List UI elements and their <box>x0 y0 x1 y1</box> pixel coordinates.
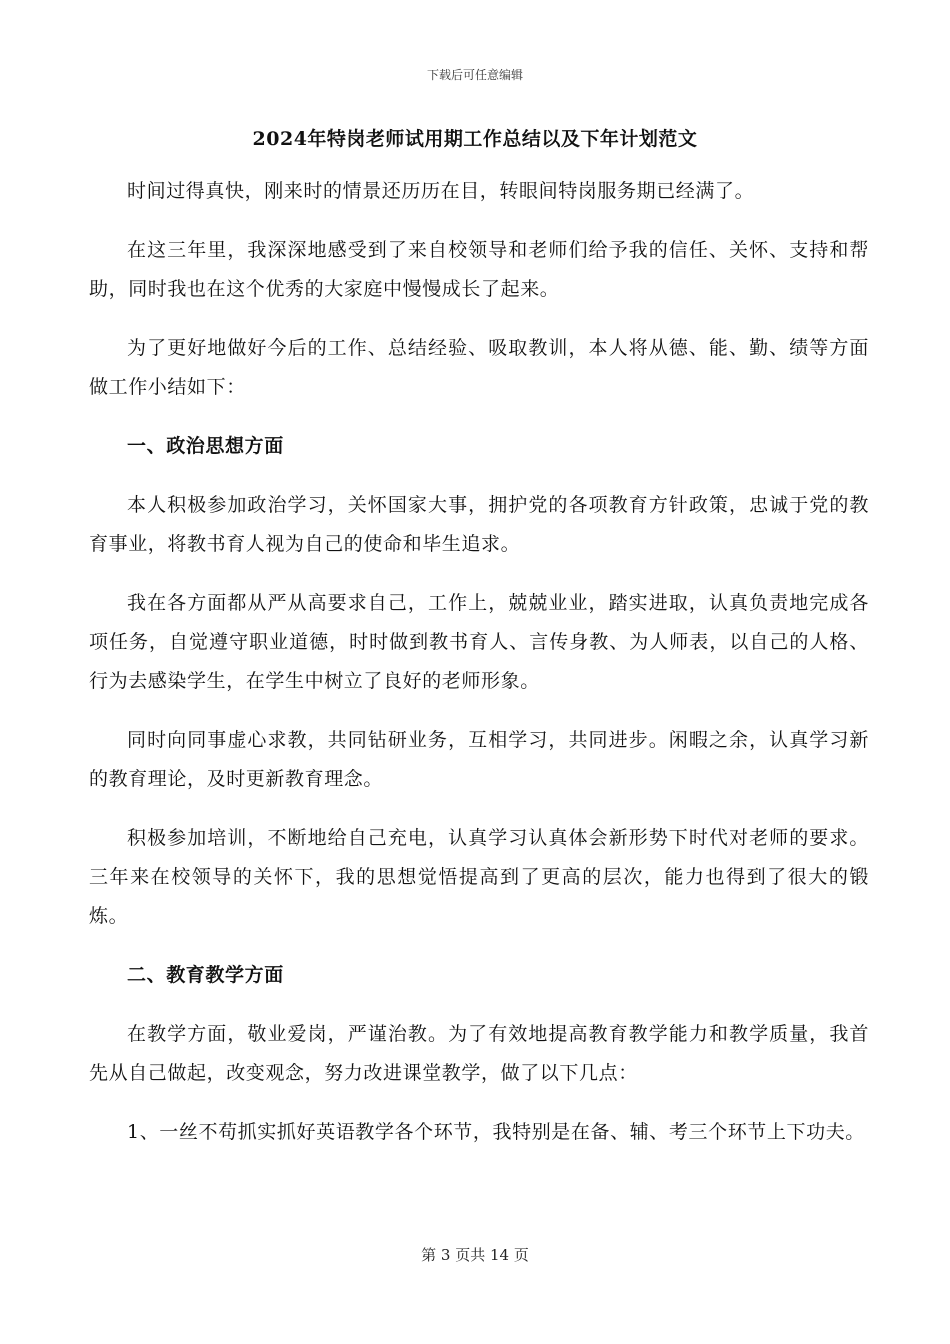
paragraph: 1、一丝不苟抓实抓好英语教学各个环节，我特别是在备、辅、考三个环节上下功夫。 <box>127 1121 865 1143</box>
paragraph: 在教学方面，敬业爱岗，严谨治教。为了有效地提高教育教学能力和教学质量，我首先从自己做起，改变观念，努力改进课堂教学，做了以下几点： <box>89 1023 869 1084</box>
document-title: 2024年特岗老师试用期工作总结以及下年计划范文 <box>252 128 698 150</box>
paragraph: 积极参加培训，不断地给自己充电，认真学习认真体会新形势下时代对老师的要求。三年来在校领导的关怀下，我的思想觉悟提高到了更高的层次，能力也得到了很大的锻炼。 <box>89 827 869 927</box>
document-body <box>89 172 869 1172</box>
page-number-footer: 第 3 页共 14 页 <box>421 1246 529 1264</box>
paragraph: 时间过得真快，刚来时的情景还历历在目，转眼间特岗服务期已经满了。 <box>127 180 755 202</box>
paragraph: 我在各方面都从严从高要求自己，工作上，兢兢业业，踏实进取，认真负责地完成各项任务，自觉遵守职业道德，时时做到教书育人、言传身教、为人师表，以自己的人格、行为去感染学生，在学生中树立了良好的老师形象。 <box>89 592 869 692</box>
paragraph: 为了更好地做好今后的工作、总结经验、吸取教训，本人将从德、能、勤、绩等方面做工作小结如下： <box>89 337 869 398</box>
paragraph: 本人积极参加政治学习，关怀国家大事，拥护党的各项教育方针政策，忠诚于党的教育事业，将教书育人视为自己的使命和毕生追求。 <box>89 494 869 555</box>
section-heading: 二、教育教学方面 <box>127 964 284 986</box>
paragraph: 同时向同事虚心求教，共同钻研业务，互相学习，共同进步。闲暇之余，认真学习新的教育理论，及时更新教育理念。 <box>89 729 869 790</box>
paragraph: 在这三年里，我深深地感受到了来自校领导和老师们给予我的信任、关怀、支持和帮助，同时我也在这个优秀的大家庭中慢慢成长了起来。 <box>89 239 869 300</box>
header-note: 下载后可任意编辑 <box>426 68 523 82</box>
section-heading: 一、政治思想方面 <box>127 435 284 457</box>
